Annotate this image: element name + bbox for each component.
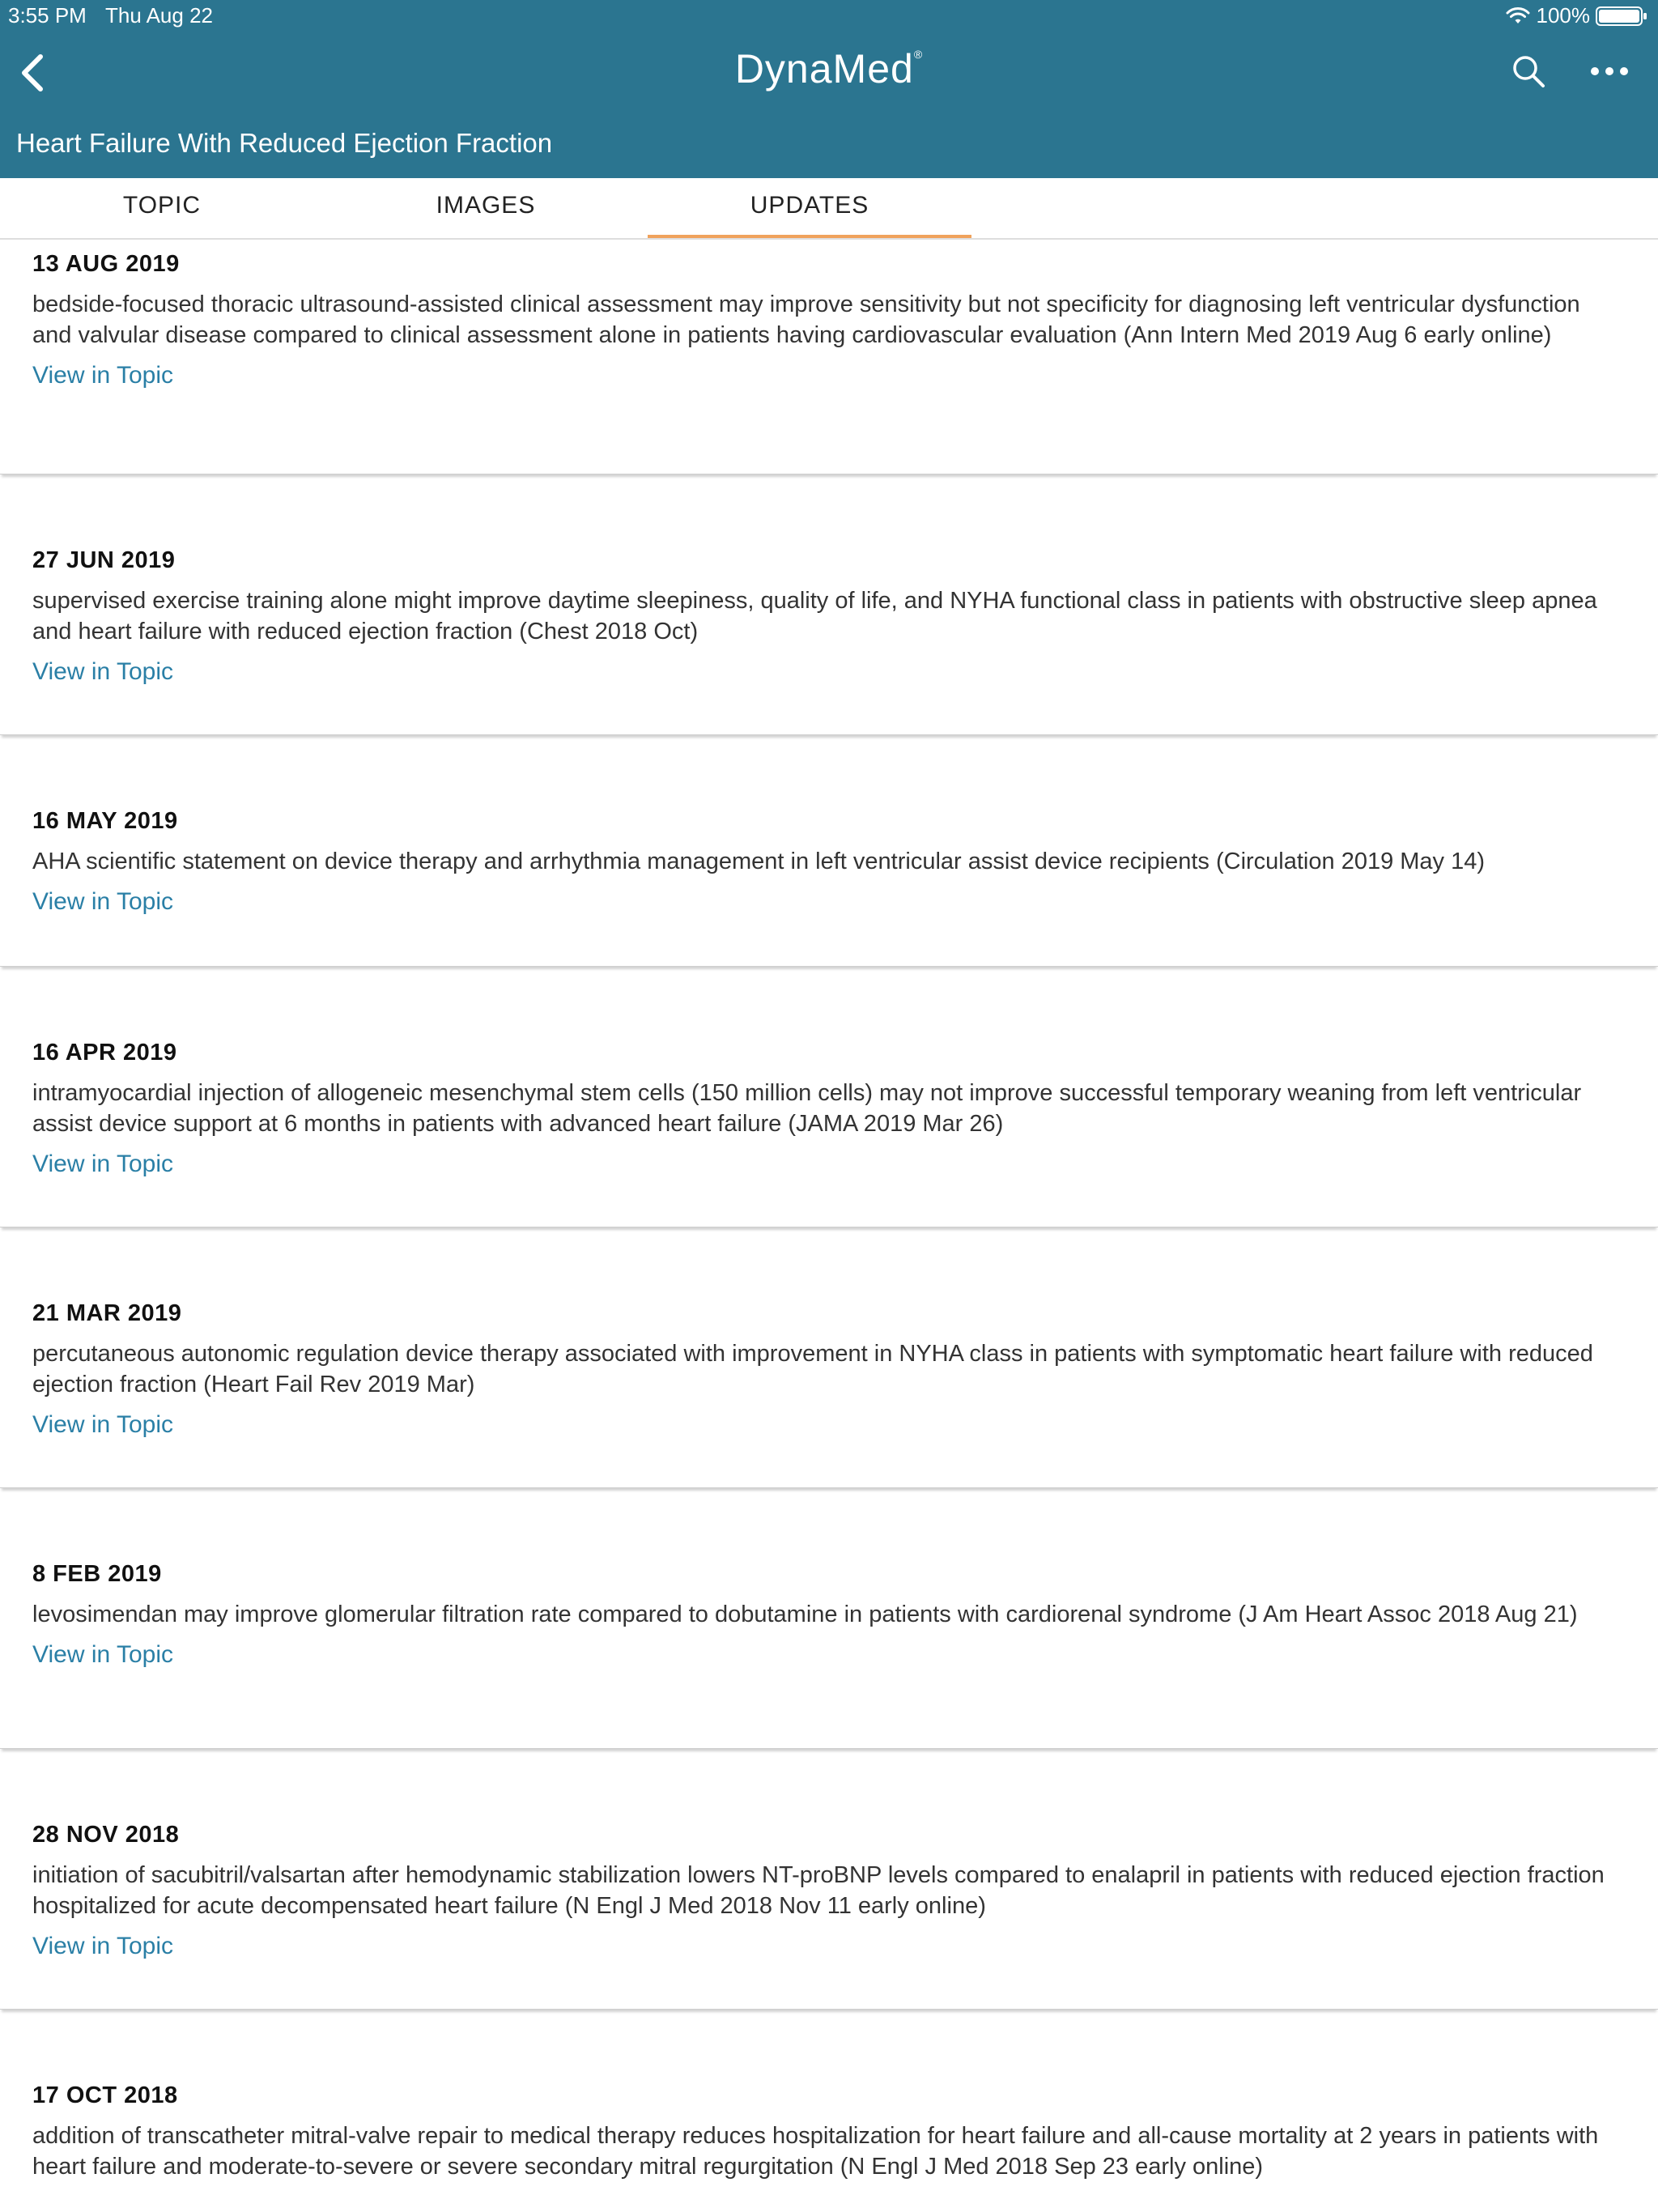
update-date: 16 APR 2019 bbox=[32, 1040, 177, 1066]
update-date: 16 MAY 2019 bbox=[32, 808, 178, 834]
tab-updates[interactable]: UPDATES bbox=[648, 178, 971, 238]
topic-title: Heart Failure With Reduced Ejection Fraction bbox=[16, 128, 553, 158]
update-text: supervised exercise training alone might improve daytime sleepiness, quality of life, and NYHA functional class in patients with obstructive sleep apnea and heart failure with reduced ejection fraction (Chest 2018 Oct) bbox=[32, 588, 1597, 644]
update-date: 27 JUN 2019 bbox=[32, 547, 176, 573]
app-title bbox=[0, 45, 1658, 92]
trademark-mark: ® bbox=[913, 48, 924, 61]
view-in-topic-link[interactable]: View in Topic bbox=[32, 1933, 173, 1959]
update-text: bedside-focused thoracic ultrasound-assisted clinical assessment may improve sensitivity but not specificity for diagnosing left ventricular dysfunction and valvular disease compared to clinical assessment alone in patients having cardiovascular evaluation (Ann Intern Med 2019 Aug 6 early online) bbox=[32, 291, 1580, 348]
status-time: 3:55 PM bbox=[8, 3, 87, 28]
app-name: DynaMed bbox=[734, 46, 914, 91]
update-card bbox=[0, 2023, 1658, 2212]
view-in-topic-link[interactable]: View in Topic bbox=[32, 888, 173, 915]
tab-bar bbox=[0, 178, 1658, 240]
battery-percent: 100% bbox=[1536, 3, 1590, 28]
view-in-topic-link[interactable]: View in Topic bbox=[32, 658, 173, 685]
update-card bbox=[0, 1762, 1658, 2010]
update-date: 8 FEB 2019 bbox=[32, 1561, 162, 1587]
more-icon[interactable] bbox=[1588, 57, 1630, 86]
update-card bbox=[0, 980, 1658, 1227]
update-card bbox=[0, 1240, 1658, 1488]
update-card bbox=[0, 748, 1658, 967]
update-card bbox=[0, 487, 1658, 735]
app-header bbox=[0, 0, 1658, 178]
update-card bbox=[0, 240, 1658, 474]
update-text: intramyocardial injection of allogeneic mesenchymal stem cells (150 million cells) may not improve successful temporary weaning from left ventricular assist device support at 6 months in patients with advanced heart failure (JAMA 2019 Mar 26) bbox=[32, 1080, 1582, 1137]
tab-topic[interactable]: TOPIC bbox=[122, 192, 202, 219]
update-text: percutaneous autonomic regulation device therapy associated with improvement in NYHA class in patients with symptomatic heart failure with reduced ejection fraction (Heart Fail Rev 2019 Mar) bbox=[32, 1341, 1593, 1397]
view-in-topic-link[interactable]: View in Topic bbox=[32, 362, 173, 389]
view-in-topic-link[interactable]: View in Topic bbox=[32, 1411, 173, 1438]
nav-bar bbox=[0, 40, 1658, 105]
update-card bbox=[0, 1501, 1658, 1749]
wifi-icon bbox=[1506, 6, 1530, 26]
update-text: addition of transcatheter mitral-valve repair to medical therapy reduces hospitalization for heart failure and all-cause mortality at 2 years in patients with heart failure and moderate-to-severe or severe secondary mitral regurgitation (N Engl J Med 2018 Sep 23 early online) bbox=[32, 2123, 1599, 2180]
update-text: levosimendan may improve glomerular filtration rate compared to dobutamine in patients with cardiorenal syndrome (J Am Heart Assoc 2018 Aug 21) bbox=[32, 1602, 1578, 1627]
search-icon[interactable] bbox=[1511, 53, 1546, 89]
status-date: Thu Aug 22 bbox=[105, 3, 213, 28]
view-in-topic-link[interactable]: View in Topic bbox=[32, 1151, 173, 1177]
update-date: 28 NOV 2018 bbox=[32, 1822, 180, 1848]
tab-images[interactable]: IMAGES bbox=[436, 192, 536, 219]
update-text: initiation of sacubitril/valsartan after hemodynamic stabilization lowers NT-proBNP levels compared to enalapril in patients with reduced ejection fraction hospitalized for acute decompensated heart failure (N Engl J Med 2018 Nov 11 early online) bbox=[32, 1862, 1605, 1919]
update-date: 21 MAR 2019 bbox=[32, 1300, 182, 1326]
status-bar bbox=[0, 0, 1658, 32]
update-text: AHA scientific statement on device therapy and arrhythmia management in left ventricular assist device recipients (Circulation 2019 May 14) bbox=[32, 849, 1486, 874]
view-in-topic-link[interactable]: View in Topic bbox=[32, 1641, 173, 1668]
updates-list[interactable] bbox=[0, 240, 1658, 2212]
status-right bbox=[1506, 3, 1649, 28]
update-date: 17 OCT 2018 bbox=[32, 2082, 178, 2108]
update-date: 13 AUG 2019 bbox=[32, 251, 180, 277]
battery-icon bbox=[1595, 6, 1648, 27]
